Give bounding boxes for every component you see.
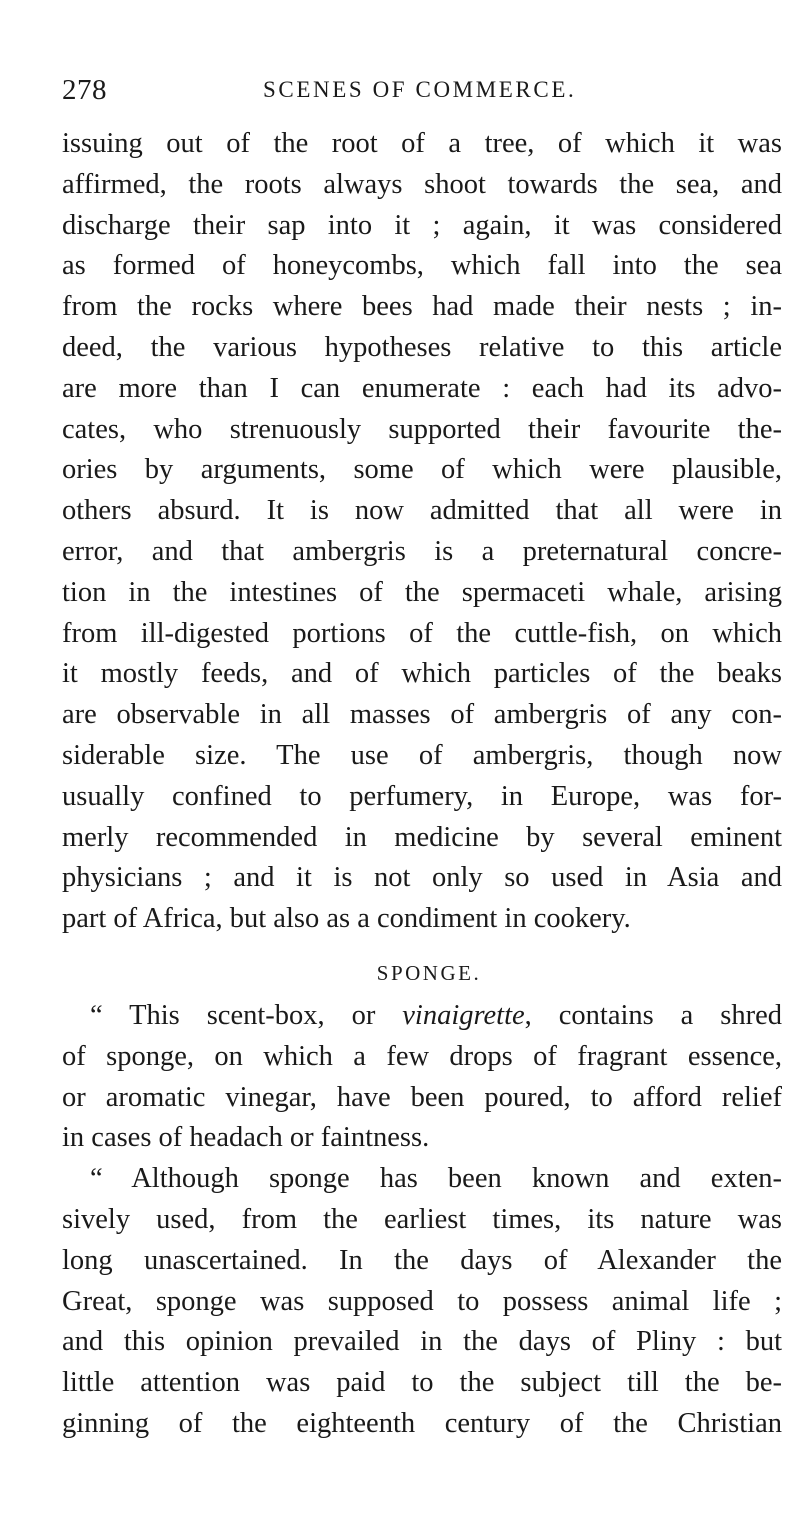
text-line: tion in the intestines of the spermaceti whale, arising bbox=[62, 576, 782, 608]
text-line: Great, sponge was supposed to possess animal life ; bbox=[62, 1285, 782, 1317]
text-line: affirmed, the roots always shoot towards the sea, and bbox=[62, 168, 782, 200]
italic-term: vinaigrette bbox=[402, 999, 525, 1031]
text-line: are more than I can enumerate : each had its advo- bbox=[62, 372, 782, 404]
running-head bbox=[62, 74, 782, 114]
text-line: others absurd. It is now admitted that all were in bbox=[62, 495, 782, 527]
text-line: merly recommended in medicine by several eminent bbox=[62, 821, 782, 853]
text-line: ginning of the eighteenth century of the Christian bbox=[62, 1407, 782, 1439]
text-line: of sponge, on which a few drops of fragrant essence, bbox=[62, 1040, 782, 1072]
body-text bbox=[62, 124, 782, 1445]
text-line: sively used, from the earliest times, its nature was bbox=[62, 1203, 782, 1235]
text-line: part of Africa, but also as a condiment in cookery. bbox=[62, 903, 631, 935]
text-line: ories by arguments, some of which were plausible, bbox=[62, 454, 782, 486]
text-line: cates, who strenuously supported their favourite the- bbox=[62, 413, 782, 445]
text-fragment: , contains a shred bbox=[524, 999, 783, 1031]
paragraph-ambergris bbox=[62, 124, 782, 940]
text-fragment: “ This scent-box, or bbox=[90, 999, 403, 1031]
page-number: 278 bbox=[62, 74, 107, 106]
paragraph-vinaigrette bbox=[62, 996, 782, 1159]
text-line: error, and that ambergris is a preternatural concre- bbox=[62, 535, 782, 567]
text-line bbox=[62, 996, 782, 1037]
paragraph-sponge-history bbox=[62, 1159, 782, 1445]
text-line: usually confined to perfumery, in Europe, was for- bbox=[62, 780, 782, 812]
text-line: as formed of honeycombs, which fall into the sea bbox=[62, 250, 782, 282]
text-line: little attention was paid to the subject till the be- bbox=[62, 1367, 782, 1399]
section-heading: SPONGE. bbox=[376, 960, 482, 985]
running-title: SCENES OF COMMERCE. bbox=[263, 77, 577, 102]
text-line: it mostly feeds, and of which particles of the beaks bbox=[62, 658, 782, 690]
text-line: in cases of headach or faintness. bbox=[62, 1122, 430, 1154]
text-line: issuing out of the root of a tree, of which it was bbox=[62, 128, 782, 159]
text-line: or aromatic vinegar, have been poured, to afford relief bbox=[62, 1081, 782, 1113]
text-line: deed, the various hypotheses relative to this article bbox=[62, 331, 782, 363]
text-line: physicians ; and it is not only so used in Asia and bbox=[62, 862, 782, 894]
text-line: and this opinion prevailed in the days of Pliny : but bbox=[62, 1326, 782, 1358]
text-line: long unascertained. In the days of Alexander the bbox=[62, 1244, 782, 1276]
text-line: “ Although sponge has been known and exten- bbox=[90, 1163, 782, 1195]
text-line: from the rocks where bees had made their nests ; in- bbox=[62, 291, 782, 323]
text-line: discharge their sap into it ; again, it was considered bbox=[62, 209, 782, 241]
text-line: siderable size. The use of ambergris, though now bbox=[62, 739, 782, 771]
text-line: from ill-digested portions of the cuttle-fish, on which bbox=[62, 617, 782, 649]
text-line: are observable in all masses of ambergris of any con- bbox=[62, 699, 782, 731]
